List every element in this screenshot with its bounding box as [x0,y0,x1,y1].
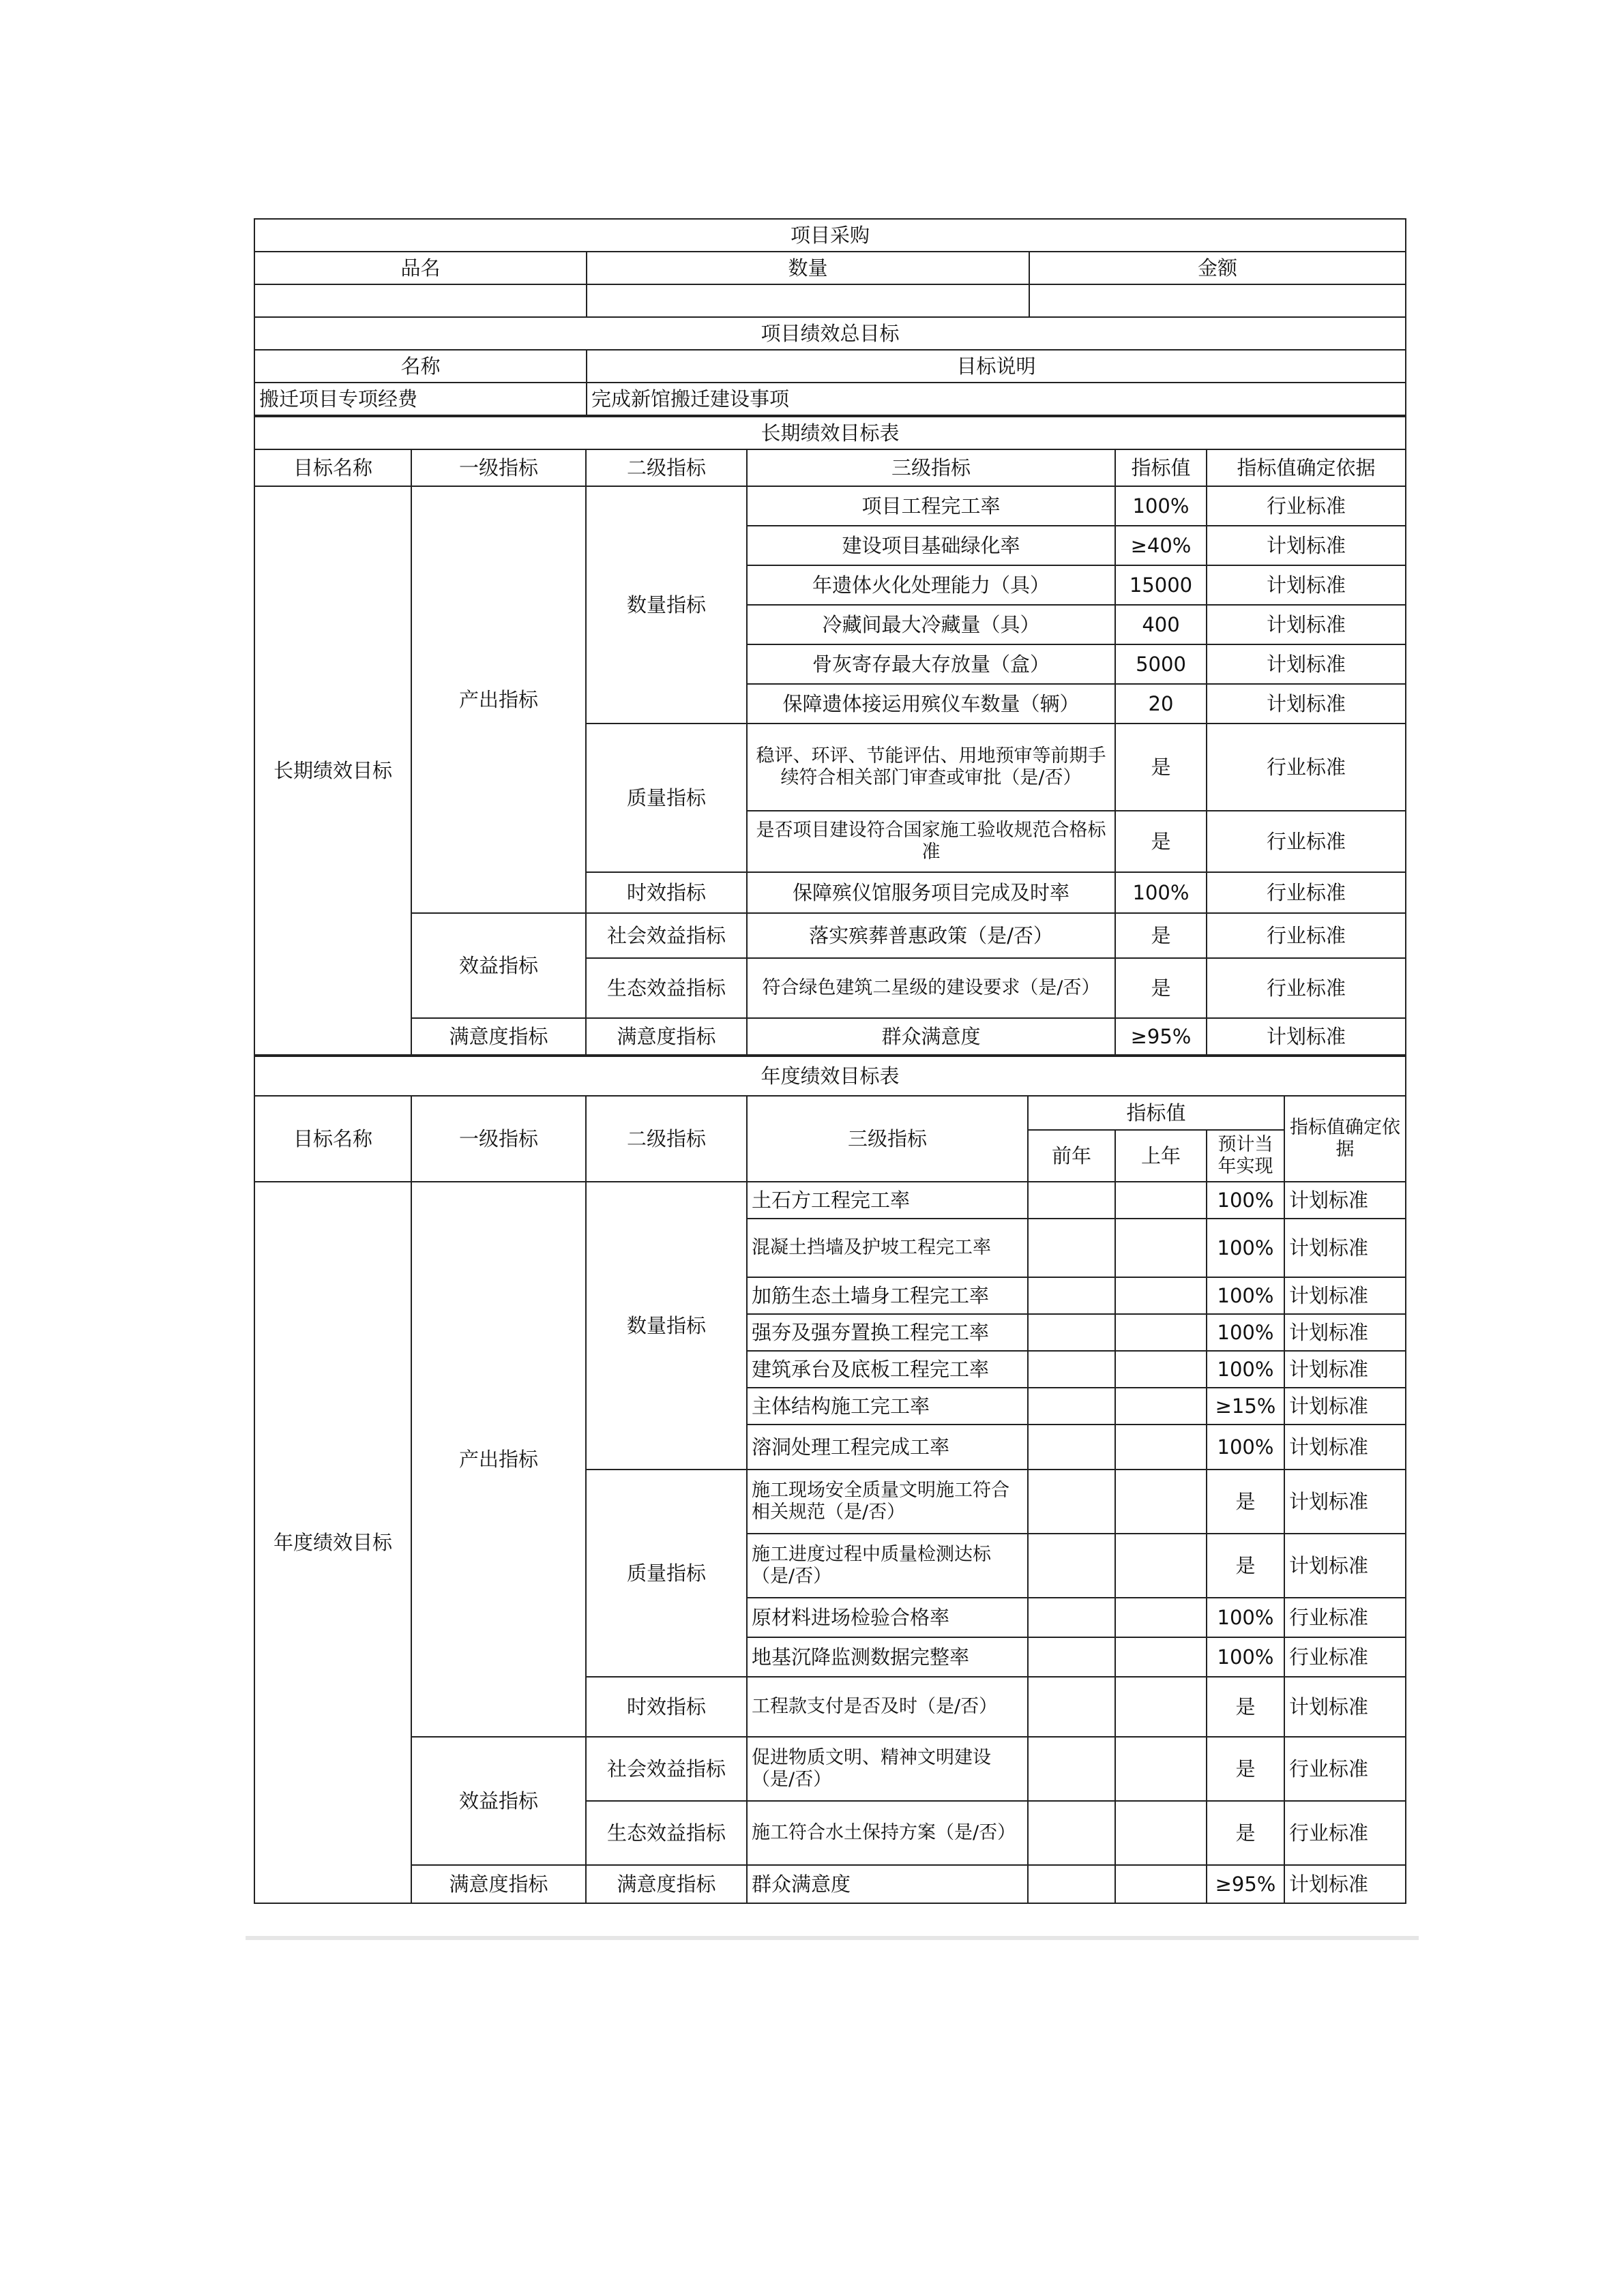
current-cell: 100% [1207,1351,1284,1388]
procurement-item-cell [254,284,587,317]
basis-cell: 计划标准 [1284,1314,1406,1351]
col-header-item-name: 品名 [254,252,587,284]
level2-social-benefit: 社会效益指标 [586,913,747,958]
prev2-cell [1028,1351,1115,1388]
indicator-cell: 落实殡葬普惠政策（是/否） [747,913,1115,958]
value-cell: 20 [1115,684,1207,724]
prev1-cell [1115,1314,1207,1351]
level2-timeliness: 时效指标 [586,872,747,913]
indicator-cell: 施工现场安全质量文明施工符合相关规范（是/否） [747,1470,1028,1534]
indicator-cell: 保障遗体接运用殡仪车数量（辆） [747,684,1115,724]
current-cell: 是 [1207,1470,1284,1534]
level2-quantity: 数量指标 [586,486,747,724]
level2-quality: 质量指标 [586,1470,747,1677]
basis-cell: 计划标准 [1207,1018,1406,1055]
long-term-table [254,416,1406,1056]
col-header-level1: 一级指标 [411,449,586,486]
current-cell: ≥15% [1207,1388,1284,1425]
prev1-cell [1115,1737,1207,1801]
col-subheader-prev2: 前年 [1028,1130,1115,1182]
level2-quantity: 数量指标 [586,1182,747,1470]
prev2-cell [1028,1737,1115,1801]
basis-cell: 计划标准 [1284,1534,1406,1598]
current-cell: 是 [1207,1737,1284,1801]
col-header-level1: 一级指标 [411,1096,586,1182]
col-header-level3: 三级指标 [747,449,1115,486]
basis-cell: 计划标准 [1207,644,1406,684]
col-header-name: 名称 [254,350,587,383]
prev1-cell [1115,1182,1207,1219]
col-header-quantity: 数量 [587,252,1029,284]
current-cell: 是 [1207,1677,1284,1737]
indicator-cell: 加筋生态土墙身工程完工率 [747,1277,1028,1314]
indicator-cell: 年遗体火化处理能力（具） [747,565,1115,605]
value-cell: ≥95% [1115,1018,1207,1055]
indicator-cell: 地基沉降监测数据完整率 [747,1637,1028,1677]
prev1-cell [1115,1677,1207,1737]
basis-cell: 行业标准 [1207,913,1406,958]
value-cell: 5000 [1115,644,1207,684]
basis-cell: 行业标准 [1207,724,1406,811]
annual-goal-cell: 年度绩效目标 [254,1182,411,1903]
basis-cell: 计划标准 [1207,565,1406,605]
basis-cell: 计划标准 [1207,605,1406,644]
overall-goal-description: 完成新馆搬迁建设事项 [587,383,1406,415]
basis-cell: 计划标准 [1284,1677,1406,1737]
prev2-cell [1028,1637,1115,1677]
prev2-cell [1028,1277,1115,1314]
level1-satisfaction: 满意度指标 [411,1018,586,1055]
prev2-cell [1028,1598,1115,1637]
indicator-cell: 群众满意度 [747,1018,1115,1055]
annual-title: 年度绩效目标表 [254,1056,1406,1096]
basis-cell: 行业标准 [1207,958,1406,1018]
prev1-cell [1115,1637,1207,1677]
value-cell: 是 [1115,811,1207,872]
overall-goal-title: 项目绩效总目标 [254,317,1406,350]
basis-cell: 行业标准 [1207,872,1406,913]
procurement-amount-cell [1029,284,1406,317]
col-header-description: 目标说明 [587,350,1406,383]
basis-cell: 计划标准 [1284,1425,1406,1470]
basis-cell: 计划标准 [1284,1351,1406,1388]
document-page [254,218,1405,1904]
indicator-cell: 施工进度过程中质量检测达标（是/否） [747,1534,1028,1598]
current-cell: 100% [1207,1182,1284,1219]
level2-ecological-benefit: 生态效益指标 [586,958,747,1018]
prev2-cell [1028,1534,1115,1598]
annual-table [254,1056,1406,1904]
col-header-goal: 目标名称 [254,1096,411,1182]
indicator-cell: 溶洞处理工程完成工率 [747,1425,1028,1470]
current-cell: 100% [1207,1277,1284,1314]
col-header-amount: 金额 [1029,252,1406,284]
basis-cell: 计划标准 [1207,526,1406,565]
prev1-cell [1115,1534,1207,1598]
long-term-goal-cell: 长期绩效目标 [254,486,411,1055]
prev1-cell [1115,1801,1207,1865]
value-cell: 100% [1115,486,1207,526]
value-cell: 400 [1115,605,1207,644]
indicator-cell: 混凝土挡墙及护坡工程完工率 [747,1219,1028,1277]
col-header-basis: 指标值确定依据 [1284,1096,1406,1182]
col-header-level2: 二级指标 [586,1096,747,1182]
indicator-cell: 保障殡仪馆服务项目完成及时率 [747,872,1115,913]
current-cell: 100% [1207,1637,1284,1677]
col-header-value: 指标值 [1115,449,1207,486]
value-cell: 100% [1115,872,1207,913]
indicator-cell: 原材料进场检验合格率 [747,1598,1028,1637]
basis-cell: 计划标准 [1284,1470,1406,1534]
indicator-cell: 稳评、环评、节能评估、用地预审等前期手续符合相关部门审查或审批（是/否） [747,724,1115,811]
prev1-cell [1115,1865,1207,1903]
basis-cell: 行业标准 [1284,1801,1406,1865]
prev1-cell [1115,1277,1207,1314]
basis-cell: 计划标准 [1284,1388,1406,1425]
level2-satisfaction: 满意度指标 [586,1018,747,1055]
indicator-cell: 群众满意度 [747,1865,1028,1903]
prev2-cell [1028,1182,1115,1219]
prev1-cell [1115,1351,1207,1388]
page-bottom-shadow [246,1936,1419,1940]
level1-output: 产出指标 [411,486,586,913]
level1-benefit: 效益指标 [411,913,586,1018]
indicator-cell: 施工符合水土保持方案（是/否） [747,1801,1028,1865]
value-cell: 是 [1115,958,1207,1018]
value-cell: ≥40% [1115,526,1207,565]
indicator-cell: 建设项目基础绿化率 [747,526,1115,565]
prev1-cell [1115,1219,1207,1277]
indicator-cell: 促进物质文明、精神文明建设（是/否） [747,1737,1028,1801]
current-cell: 是 [1207,1801,1284,1865]
indicator-cell: 是否项目建设符合国家施工验收规范合格标准 [747,811,1115,872]
level2-quality: 质量指标 [586,724,747,872]
basis-cell: 计划标准 [1284,1219,1406,1277]
indicator-cell: 工程款支付是否及时（是/否） [747,1677,1028,1737]
indicator-cell: 建筑承台及底板工程完工率 [747,1351,1028,1388]
current-cell: 100% [1207,1598,1284,1637]
basis-cell: 行业标准 [1207,811,1406,872]
indicator-cell: 冷藏间最大冷藏量（具） [747,605,1115,644]
prev2-cell [1028,1865,1115,1903]
col-subheader-prev1: 上年 [1115,1130,1207,1182]
indicator-cell: 土石方工程完工率 [747,1182,1028,1219]
col-header-value: 指标值 [1028,1096,1284,1130]
prev2-cell [1028,1425,1115,1470]
prev1-cell [1115,1598,1207,1637]
level1-benefit: 效益指标 [411,1737,586,1865]
basis-cell: 计划标准 [1284,1865,1406,1903]
overall-goal-name: 搬迁项目专项经费 [254,383,587,415]
col-header-level2: 二级指标 [586,449,747,486]
level2-timeliness: 时效指标 [586,1677,747,1737]
basis-cell: 计划标准 [1284,1277,1406,1314]
procurement-title: 项目采购 [254,219,1406,252]
prev1-cell [1115,1425,1207,1470]
current-cell: 100% [1207,1314,1284,1351]
prev2-cell [1028,1314,1115,1351]
basis-cell: 行业标准 [1284,1637,1406,1677]
prev2-cell [1028,1219,1115,1277]
indicator-cell: 项目工程完工率 [747,486,1115,526]
level2-satisfaction: 满意度指标 [586,1865,747,1903]
prev1-cell [1115,1388,1207,1425]
basis-cell: 行业标准 [1284,1598,1406,1637]
current-cell: 100% [1207,1425,1284,1470]
prev2-cell [1028,1388,1115,1425]
col-header-basis: 指标值确定依据 [1207,449,1406,486]
indicator-cell: 主体结构施工完工率 [747,1388,1028,1425]
procurement-quantity-cell [587,284,1029,317]
prev2-cell [1028,1677,1115,1737]
basis-cell: 行业标准 [1207,486,1406,526]
col-header-goal: 目标名称 [254,449,411,486]
prev2-cell [1028,1470,1115,1534]
indicator-cell: 符合绿色建筑二星级的建设要求（是/否） [747,958,1115,1018]
current-cell: ≥95% [1207,1865,1284,1903]
indicator-cell: 骨灰寄存最大存放量（盒） [747,644,1115,684]
value-cell: 是 [1115,913,1207,958]
prev2-cell [1028,1801,1115,1865]
level1-output: 产出指标 [411,1182,586,1737]
level2-social-benefit: 社会效益指标 [586,1737,747,1801]
basis-cell: 计划标准 [1284,1182,1406,1219]
procurement-table [254,218,1406,416]
level1-satisfaction: 满意度指标 [411,1865,586,1903]
value-cell: 15000 [1115,565,1207,605]
indicator-cell: 强夯及强夯置换工程完工率 [747,1314,1028,1351]
current-cell: 100% [1207,1219,1284,1277]
prev1-cell [1115,1470,1207,1534]
basis-cell: 行业标准 [1284,1737,1406,1801]
col-header-level3: 三级指标 [747,1096,1028,1182]
level2-ecological-benefit: 生态效益指标 [586,1801,747,1865]
long-term-title: 长期绩效目标表 [254,417,1406,449]
basis-cell: 计划标准 [1207,684,1406,724]
value-cell: 是 [1115,724,1207,811]
col-subheader-current: 预计当年实现 [1207,1130,1284,1182]
current-cell: 是 [1207,1534,1284,1598]
